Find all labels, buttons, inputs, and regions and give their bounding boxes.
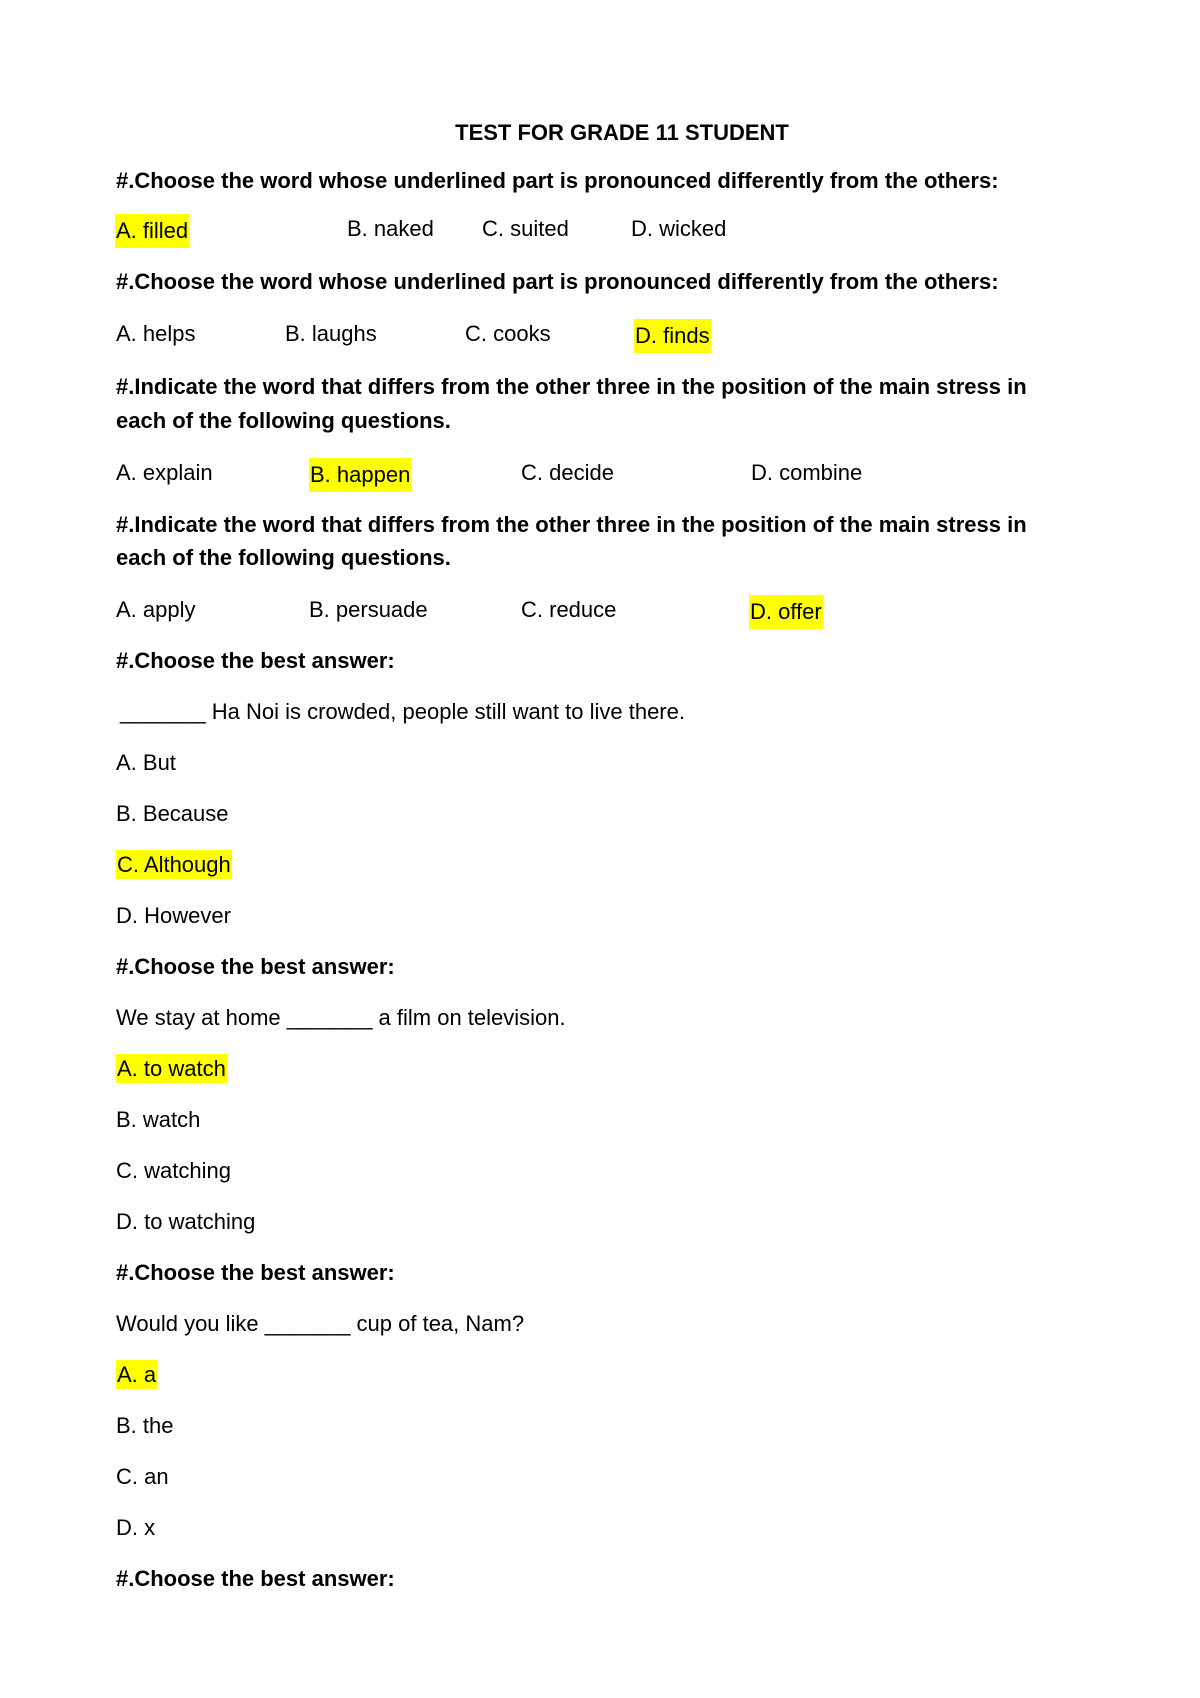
q1-option-a: A. filled xyxy=(115,214,189,248)
q2-instruction: #.Choose the word whose underlined part is pronounced differently from the others: xyxy=(116,269,999,294)
q5-option-b: B. Because xyxy=(116,801,229,826)
q7-option-d: D. x xyxy=(116,1515,156,1540)
q6-option-d: D. to watching xyxy=(116,1209,256,1234)
q3-option-a: A. explain xyxy=(116,460,213,485)
q1-option-c: C. suited xyxy=(482,216,569,241)
q1-option-b: B. naked xyxy=(347,216,434,241)
q7-sentence: Would you like _______ cup of tea, Nam? xyxy=(116,1311,525,1336)
q3-option-c: C. decide xyxy=(521,460,614,485)
q3-option-b: B. happen xyxy=(309,458,411,492)
q3-instruction-line1: #.Indicate the word that differs from the other three in the position of the main stress in xyxy=(116,374,1027,399)
q8-instruction: #.Choose the best answer: xyxy=(116,1566,395,1591)
q7-option-b: B. the xyxy=(116,1413,174,1438)
q7-option-a: A. a xyxy=(117,1362,157,1387)
q7-option-c: C. an xyxy=(116,1464,169,1489)
q6-instruction: #.Choose the best answer: xyxy=(116,954,395,979)
q4-option-c: C. reduce xyxy=(521,597,617,622)
q4-option-b: B. persuade xyxy=(309,597,428,622)
q4-instruction-line2: each of the following questions. xyxy=(116,545,451,570)
page-title: TEST FOR GRADE 11 STUDENT xyxy=(455,120,789,145)
q6-option-b: B. watch xyxy=(116,1107,201,1132)
q3-option-d: D. combine xyxy=(751,460,863,485)
q2-option-b: B. laughs xyxy=(285,321,377,346)
q4-instruction-line1: #.Indicate the word that differs from the other three in the position of the main stress in xyxy=(116,512,1027,537)
q5-instruction: #.Choose the best answer: xyxy=(116,648,395,673)
q2-option-c: C. cooks xyxy=(465,321,551,346)
q5-option-c: C. Although xyxy=(117,852,231,877)
q6-option-a: A. to watch xyxy=(117,1056,226,1081)
q6-sentence: We stay at home _______ a film on television. xyxy=(116,1005,566,1030)
q2-option-a: A. helps xyxy=(116,321,196,346)
q5-option-d: D. However xyxy=(116,903,231,928)
q5-sentence: _______ Ha Noi is crowded, people still want to live there. xyxy=(120,699,685,724)
q1-option-d: D. wicked xyxy=(631,216,727,241)
q7-instruction: #.Choose the best answer: xyxy=(116,1260,395,1285)
q2-option-d: D. finds xyxy=(634,319,711,353)
q1-instruction: #.Choose the word whose underlined part is pronounced differently from the others: xyxy=(116,168,999,193)
q3-instruction-line2: each of the following questions. xyxy=(116,408,451,433)
q4-option-d: D. offer xyxy=(749,595,823,629)
q6-option-c: C. watching xyxy=(116,1158,231,1183)
q5-option-a: A. But xyxy=(116,750,176,775)
q4-option-a: A. apply xyxy=(116,597,196,622)
